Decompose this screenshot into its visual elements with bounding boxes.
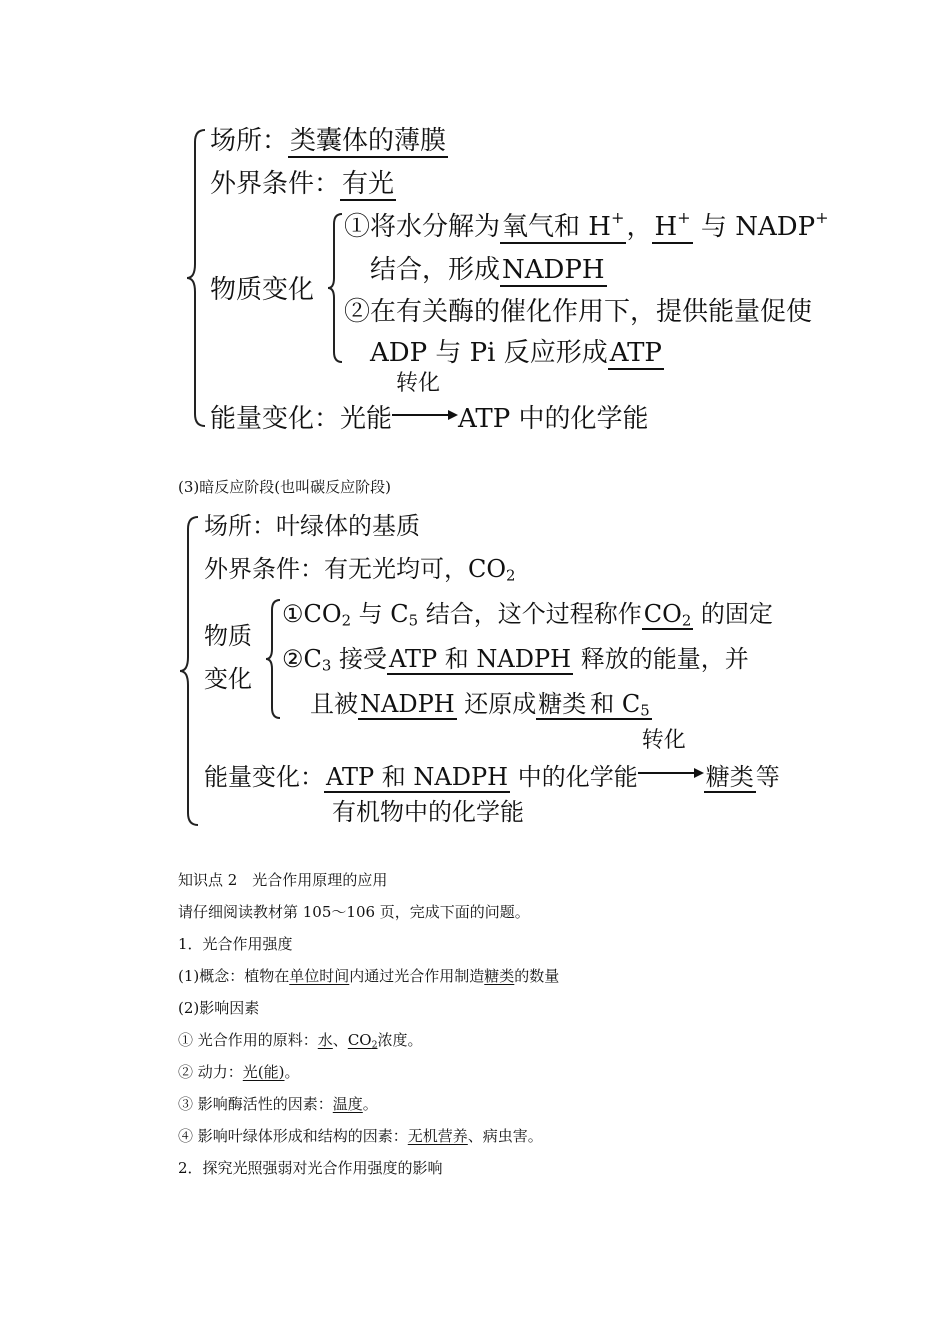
light-outer-brace: [185, 128, 209, 428]
dark-location-line: 场所：叶绿体的基质: [204, 512, 420, 540]
dark-energy-line2: 有机物中的化学能: [332, 798, 524, 826]
factor-3: ③ 影响酶活性的因素：温度。: [178, 1095, 378, 1113]
dark-reaction-heading: (3)暗反应阶段(也叫碳反应阶段): [178, 478, 391, 496]
light-condition-line: 外界条件：有光: [210, 169, 395, 199]
light-location-line: 场所：类囊体的薄膜: [210, 126, 447, 156]
factor-2: ② 动力：光(能)。: [178, 1063, 300, 1081]
factors-heading: (2)影响因素: [178, 999, 260, 1017]
dark-matter-label-1: 物质: [204, 622, 252, 650]
dark-energy-line1: 能量变化：ATP 和 NADPH 中的化学能 转化 糖类等: [204, 728, 780, 791]
dark-matter-2-line2: 且被NADPH 还原成糖类 和 $C_5$: [310, 690, 650, 720]
conversion-arrow: 转化: [638, 755, 704, 785]
section-title: 知识点 2 光合作用原理的应用: [178, 871, 388, 889]
light-matter-1-line2: 结合，形成NADPH: [370, 255, 605, 285]
dark-outer-brace: [178, 515, 202, 827]
conversion-arrow: 转化: [392, 397, 458, 427]
factor-4: ④ 影响叶绿体形成和结构的因素：无机营养、病虫害。: [178, 1127, 543, 1145]
factor-1: ① 光合作用的原料：水、$CO_2$浓度。: [178, 1031, 423, 1051]
section-intro: 请仔细阅读教材第 105～106 页，完成下面的问题。: [178, 903, 530, 921]
light-energy-line: 能量变化：光能 转化 ATP 中的化学能: [210, 371, 649, 434]
dark-matter-1: $①CO_2$ 与 $C_5$ 结合，这个过程称作$CO_2$ 的固定: [282, 600, 773, 630]
dark-matter-2-line1: $②C_3$ 接受ATP 和 NADPH 释放的能量，并: [282, 645, 749, 675]
concept-line: (1)概念：植物在单位时间内通过光合作用制造糖类的数量: [178, 967, 560, 985]
item-1-heading: 1．光合作用强度: [178, 935, 293, 953]
dark-matter-brace: [264, 598, 282, 720]
light-matter-label: 物质变化: [210, 275, 315, 305]
light-matter-brace: [326, 212, 344, 364]
dark-condition-line: 外界条件：有无光均可，$CO_2$: [204, 555, 516, 585]
light-matter-1-line1: ①将水分解为氧气和 H+，H+ 与 NADP+: [344, 207, 829, 242]
dark-matter-label-2: 变化: [204, 665, 252, 693]
item-2-heading: 2．探究光照强弱对光合作用强度的影响: [178, 1159, 443, 1177]
light-matter-2-line2: ADP 与 Pi 反应形成ATP: [370, 338, 662, 368]
light-matter-2-line1: ②在有关酶的催化作用下，提供能量促使: [344, 297, 813, 327]
